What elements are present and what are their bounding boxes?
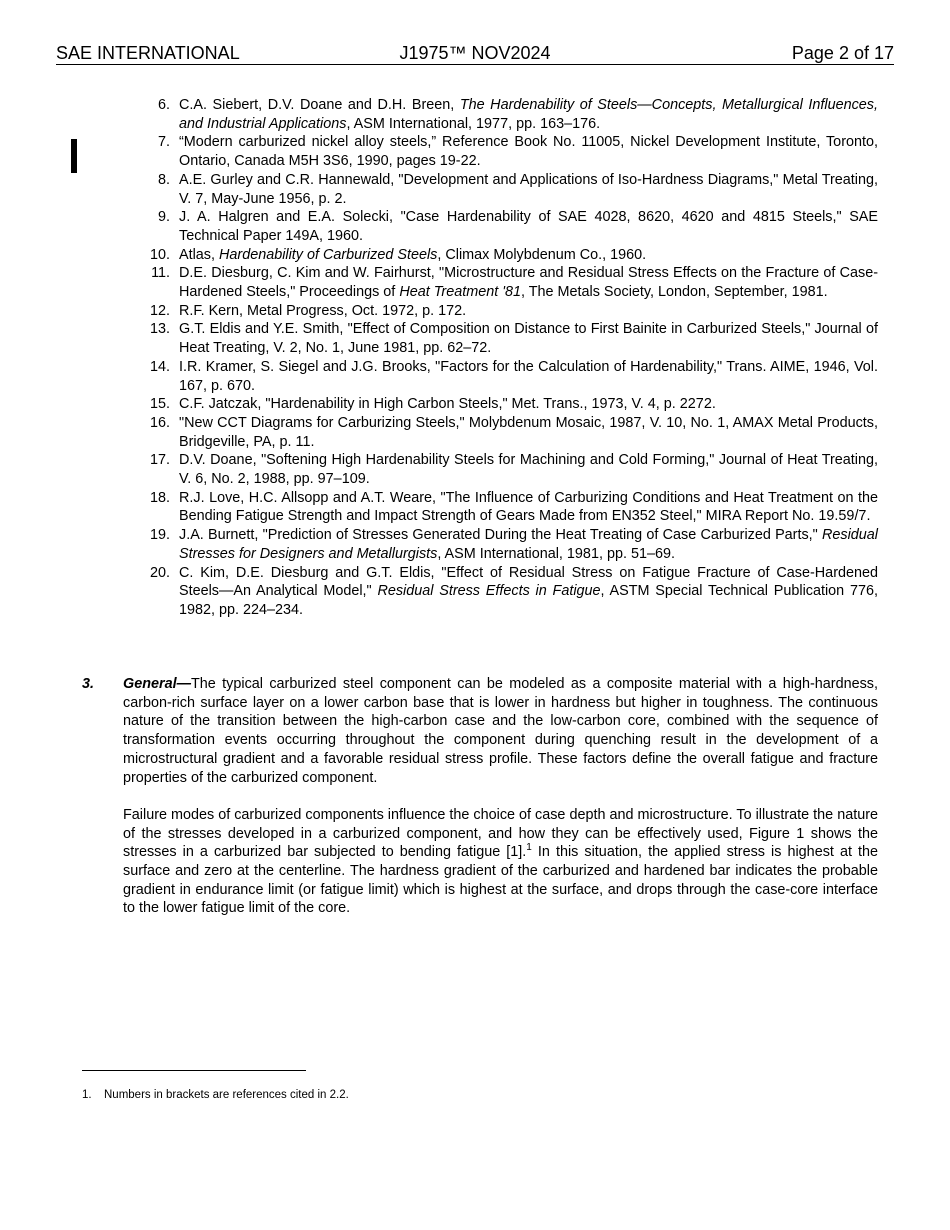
reference-text: , ASTM Special Technical Publication 776, 1982, pp. 224–234. [179,583,878,618]
reference-text: "New CCT Diagrams for Carburizing Steels," Molybdenum Mosaic, 1987, V. 10, No. 1, AMAX Metal Products, Bridgeville, PA, p. 11. [179,414,878,450]
reference-title-italic: Heat Treatment '81 [399,284,521,301]
reference-number: 18. [149,489,170,506]
footnote-text: Numbers in brackets are references cited in 2.2. [104,1089,349,1101]
reference-item [140,564,878,620]
paragraph-2-text-end: In this situation, the applied stress is highest at the surface and zero at the centerline. The hardness gradient of the carburized and hardened bar indicates the probable gradient in endurance limit (or fatigue limit) which is highest at the surface, and drops through the case-core interface to the lower fatigue limit of the core. [123,844,879,917]
reference-text: “Modern carburized nickel alloy steels,” Reference Book No. 11005, Nickel Development Institute, Toronto, Ontario, Canada M5H 3S6, 1990, pages 19-22. [179,134,878,170]
reference-item [140,358,878,395]
reference-item [140,489,878,526]
reference-text: J. A. Halgren and E.A. Solecki, "Case Hardenability of SAE 4028, 8620, 4620 and 4815 Steels," SAE Technical Paper 149A, 1960. [179,209,878,244]
reference-item [140,264,878,301]
reference-text: D.V. Doane, "Softening High Hardenability Steels for Machining and Cold Forming," Journal of Heat Treating, V. 6, No. 2, 1988, pp. 97–109. [179,452,878,488]
header-page-number: Page 2 of 17 [791,43,894,63]
reference-title-italic: Hardenability of Carburized Steels [219,246,438,263]
reference-text: R.J. Love, H.C. Allsopp and A.T. Weare, "The Influence of Carburizing Conditions and Heat Treatment on the Bending Fatigue Strength and Impact Strength of Gears Made from EN352 Steel," MIRA Report No. 19.59/7. [179,489,878,525]
reference-list [140,96,878,620]
revision-change-bar [71,139,77,173]
footnote [82,1088,349,1102]
reference-number: 17. [149,452,170,469]
reference-number: 16. [149,414,170,431]
reference-item [140,395,878,414]
reference-text: C.F. Jatczak, "Hardenability in High Carbon Steels," Met. Trans., 1973, V. 4, p. 2272. [179,396,716,413]
reference-number: 7. [157,134,170,151]
reference-item [140,208,878,245]
footnote-reference[interactable]: 1 [526,841,532,853]
reference-text: C. Kim, D.E. Diesburg and G.T. Eldis, "Effect of Residual Stress on Fatigue Fracture of Case-Hardened Steels—An Analytical Model," [179,564,878,600]
section-title: General— [123,676,191,692]
section-general [82,675,878,937]
reference-number: 9. [157,209,170,226]
section-paragraph-1 [123,675,878,787]
reference-number: 6. [157,97,170,113]
reference-text: , Climax Molybdenum Co., 1960. [437,246,647,263]
paragraph-2-text-start: Failure modes of carburized components influence the choice of case depth and microstructure. To illustrate the nature of the stresses developed in a carburized component, and how they can be effectively used, Figure 1 shows the stresses in a carburized bar subjected to bending fatigue [1]. [123,806,878,861]
reference-item [140,133,878,170]
reference-item [140,320,878,357]
reference-text: , ASM International, 1977, pp. 163–176. [346,115,601,132]
section-number: 3. [82,676,95,692]
reference-number: 14. [149,358,170,375]
reference-text: A.E. Gurley and C.R. Hannewald, "Development and Applications of Iso-Hardness Diagrams," Metal Treating, V. 7, May-June 1956, p. 2. [179,171,878,207]
reference-number: 15. [149,396,170,413]
reference-item [140,171,878,208]
reference-title-italic: The Hardenability of Steels—Concepts, Metallurgical Influences, and Industrial Applications [179,97,878,132]
reference-text: , ASM International, 1981, pp. 51–69. [437,545,675,562]
reference-number: 11. [151,265,170,282]
footnote-separator [82,1070,306,1071]
reference-text: J.A. Burnett, "Prediction of Stresses Generated During the Heat Treating of Case Carburized Parts," [179,527,822,544]
reference-text: I.R. Kramer, S. Siegel and J.G. Brooks, "Factors for the Calculation of Hardenability," Trans. AIME, 1946, Vol. 167, p. 670. [179,358,878,394]
paragraph-1-text: The typical carburized steel component can be modeled as a composite material with a high-hardness, carbon-rich surface layer on a lower carbon base that is lower in hardness but higher in toughness. The continuous nature of the transition between the high-carbon case and the low-carbon core, combined with the sequence of transformation events occurring throughout the component during quenching result in the development of a microstructural gradient and a favorable residual stress profile. These factors define the overall fatigue and fracture properties of the carburized component. [123,676,878,786]
reference-title-italic: Residual Stress Effects in Fatigue [377,583,601,600]
header-organization: SAE INTERNATIONAL [56,43,240,63]
reference-text: D.E. Diesburg, C. Kim and W. Fairhurst, "Microstructure and Residual Stress Effects on the Fracture of Case-Hardened Steels," Proceedings of [179,265,878,301]
reference-number: 20. [149,564,170,581]
reference-number: 10. [149,246,170,263]
section-paragraph-2 [123,806,878,918]
reference-item [140,414,878,451]
reference-text: Atlas, [179,246,219,263]
reference-title-italic: Residual Stresses for Designers and Metallurgists [179,527,878,562]
reference-item [140,302,878,321]
reference-number: 19. [149,527,170,544]
reference-text: R.F. Kern, Metal Progress, Oct. 1972, p. 172. [179,302,467,319]
reference-number: 13. [149,321,170,338]
page-header [56,43,894,65]
section-body [123,675,878,918]
header-document-id: J1975™ NOV2024 [399,43,551,63]
reference-text: G.T. Eldis and Y.E. Smith, "Effect of Composition on Distance to First Bainite in Carburized Steels," Journal of Heat Treating, V. 2, No. 1, June 1981, pp. 62–72. [179,321,878,357]
reference-text: , The Metals Society, London, September, 1981. [520,284,828,301]
reference-item [140,526,878,563]
reference-number: 12. [149,302,170,319]
reference-number: 8. [157,171,170,188]
reference-item [140,246,878,265]
reference-text: C.A. Siebert, D.V. Doane and D.H. Breen, [179,97,460,113]
reference-item [140,96,878,133]
footnote-number: 1. [82,1089,92,1101]
reference-item [140,451,878,488]
